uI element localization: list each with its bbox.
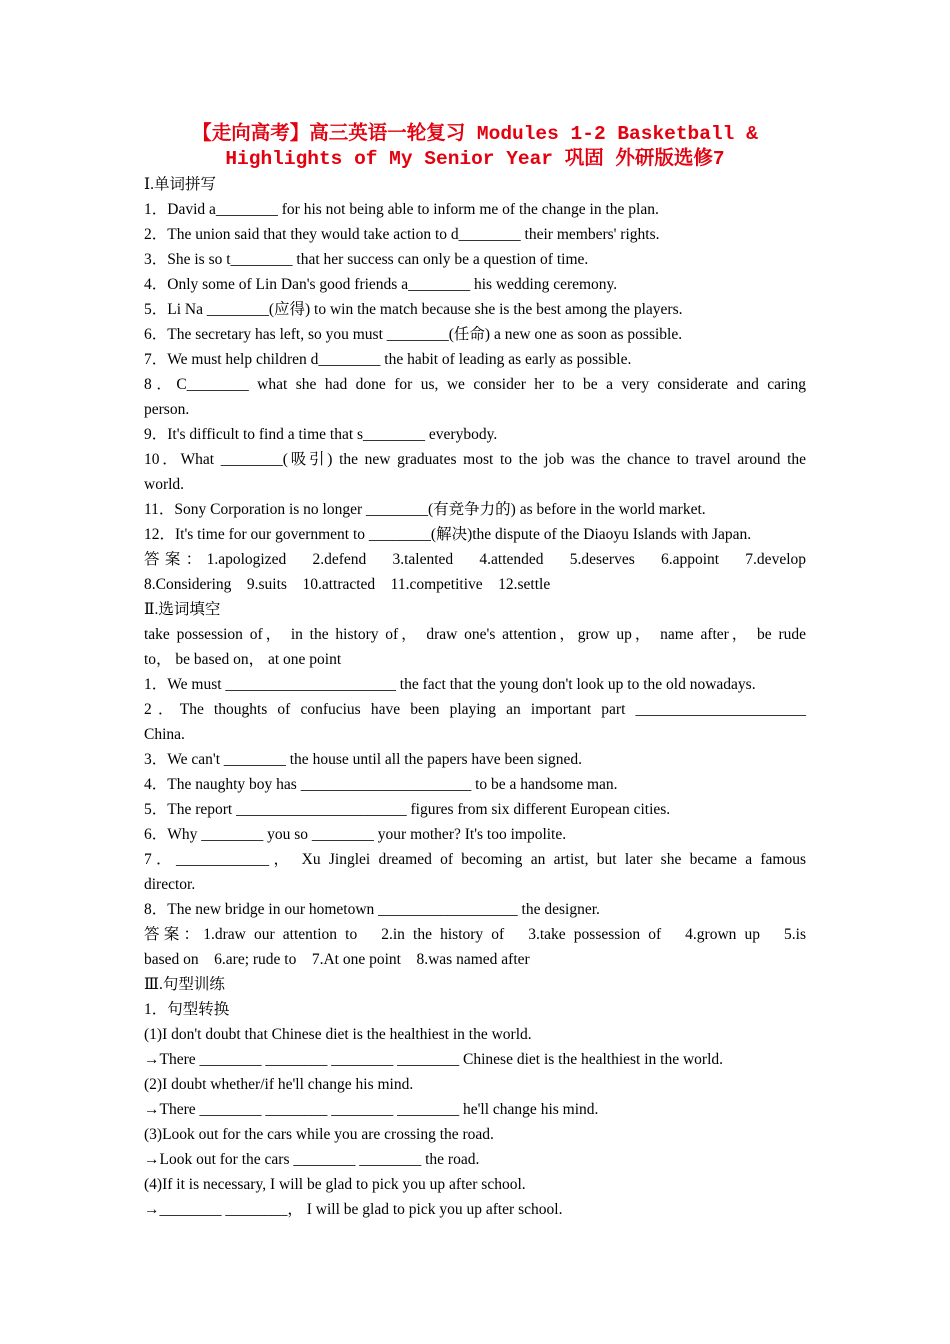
question-line: 7．We must help children d________ the habit of leading as early as possible. — [144, 351, 632, 368]
word-bank-line: take possession of， in the history of， draw one's attention，grow up， name after， be rude — [144, 626, 806, 643]
title-line-2: Highlights of My Senior Year 巩固 外研版选修7 — [225, 148, 725, 170]
question-line: 1．David a________ for his not being able to inform me of the change in the plan. — [144, 201, 659, 218]
question-line: →There ________ ________ ________ ________ he'll change his mind. — [144, 1101, 599, 1118]
question-line: (4)If it is necessary, I will be glad to pick you up after school. — [144, 1176, 526, 1193]
section-heading: Ⅲ.句型训练 — [144, 976, 225, 993]
question-line: 6．The secretary has left, so you must ________(任命) a new one as soon as possible. — [144, 326, 683, 343]
question-line: 8．C________ what she had done for us, we consider her to be a very considerate and caring — [144, 376, 806, 393]
question-line: →There ________ ________ ________ ________ Chinese diet is the healthiest in the world. — [144, 1051, 724, 1068]
answer-line: 8.Considering 9.suits 10.attracted 11.competitive 12.settle — [144, 576, 551, 593]
question-line: China. — [144, 726, 185, 743]
question-line: 2．The thoughts of confucius have been playing an important part ______________________ — [144, 701, 806, 718]
question-line: 9．It's difficult to find a time that s________ everybody. — [144, 426, 498, 443]
question-line: 10．What ________(吸引) the new graduates most to the job was the chance to travel around the — [144, 451, 806, 468]
answer-line: based on 6.are; rude to 7.At one point 8.was named after — [144, 951, 530, 968]
question-line: (2)I doubt whether/if he'll change his mind. — [144, 1076, 414, 1093]
title-line-1: 【走向高考】高三英语一轮复习 Modules 1-2 Basketball & — [192, 123, 758, 145]
question-line: 3．We can't ________ the house until all the papers have been signed. — [144, 751, 583, 768]
question-line: (1)I don't doubt that Chinese diet is the healthiest in the world. — [144, 1026, 532, 1043]
section-heading: Ⅱ.选词填空 — [144, 601, 221, 618]
question-line: 7．____________， Xu Jinglei dreamed of becoming an artist, but later she became a famous — [144, 851, 806, 868]
answer-line: 答案：1.draw our attention to 2.in the history of 3.take possession of 4.grown up 5.is — [144, 926, 806, 943]
question-line: (3)Look out for the cars while you are crossing the road. — [144, 1126, 494, 1143]
document-title — [124, 122, 826, 172]
question-line: world. — [144, 476, 185, 493]
question-line: 1．We must ______________________ the fact that the young don't look up to the old nowadays. — [144, 676, 756, 693]
document-page — [144, 122, 806, 1222]
question-line: 5．Li Na ________(应得) to win the match because she is the best among the players. — [144, 301, 683, 318]
section-word-spelling — [144, 172, 806, 597]
question-line: 11．Sony Corporation is no longer ________(有竞争力的) as before in the world market. — [144, 501, 706, 518]
word-bank-line: to， be based on， at one point — [144, 651, 342, 668]
question-line: →Look out for the cars ________ ________ the road. — [144, 1151, 480, 1168]
question-line: person. — [144, 401, 190, 418]
question-line: 5．The report ______________________ figures from six different European cities. — [144, 801, 671, 818]
section-phrase-fill — [144, 597, 806, 972]
answer-line: 答案：1.apologized 2.defend 3.talented 4.attended 5.deserves 6.appoint 7.develop — [144, 551, 806, 568]
subsection-heading: 1．句型转换 — [144, 1001, 230, 1018]
question-line: 3．She is so t________ that her success can only be a question of time. — [144, 251, 589, 268]
question-line: 2．The union said that they would take action to d________ their members' rights. — [144, 226, 660, 243]
question-line: 8．The new bridge in our hometown __________________ the designer. — [144, 901, 600, 918]
section-sentence-training — [144, 972, 806, 1222]
question-line: 4．Only some of Lin Dan's good friends a________ his wedding ceremony. — [144, 276, 618, 293]
question-line: →________ ________， I will be glad to pick you up after school. — [144, 1201, 563, 1218]
question-line: director. — [144, 876, 196, 893]
question-line: 12．It's time for our government to ________(解决)the dispute of the Diaoyu Islands with Japan. — [144, 526, 752, 543]
section-heading: Ⅰ.单词拼写 — [144, 176, 216, 193]
question-line: 6．Why ________ you so ________ your mother? It's too impolite. — [144, 826, 567, 843]
question-line: 4．The naughty boy has ______________________ to be a handsome man. — [144, 776, 618, 793]
